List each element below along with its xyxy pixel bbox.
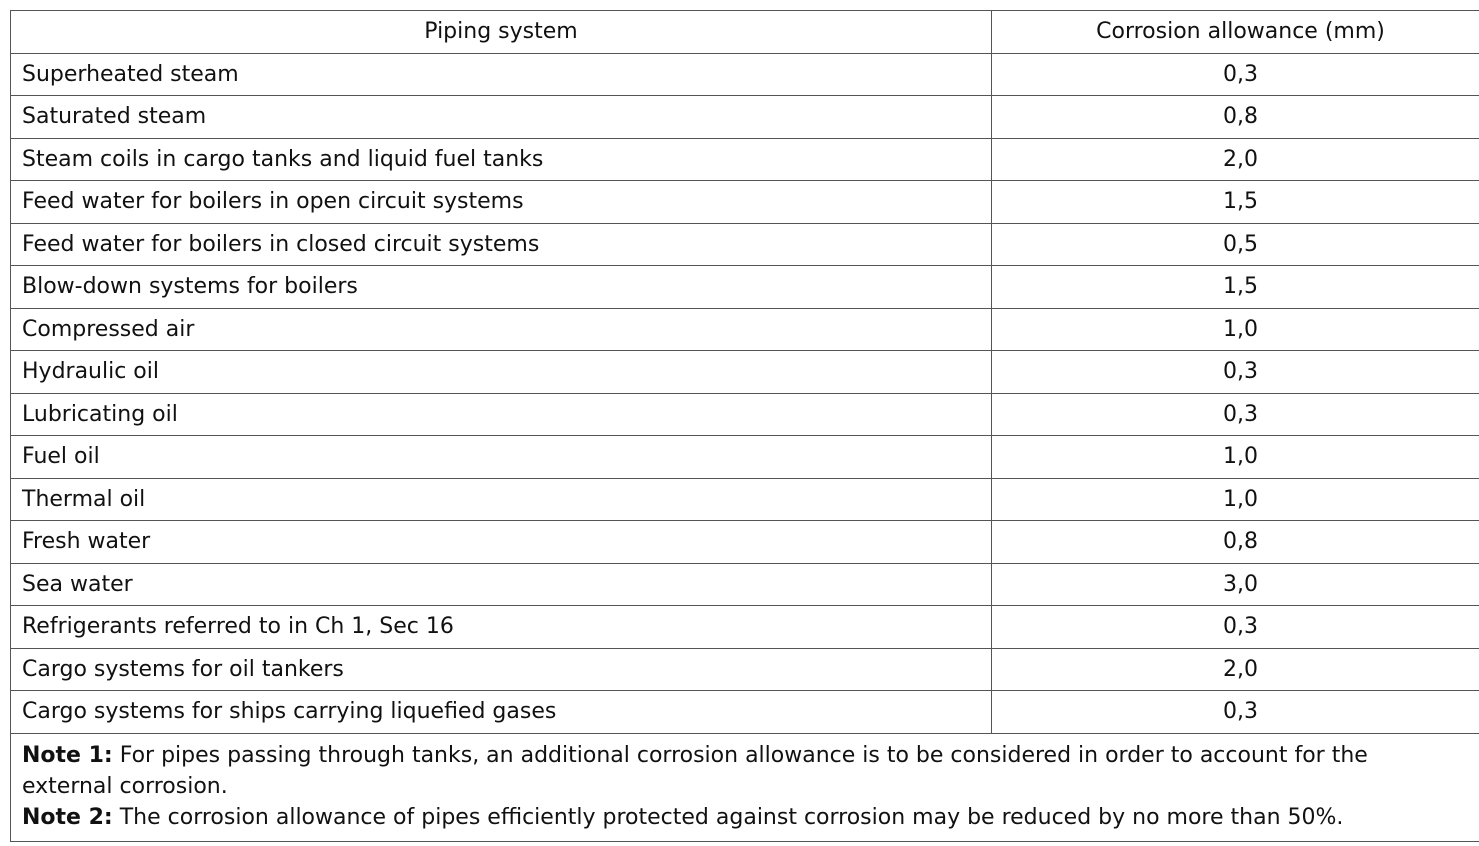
piping-system-cell: Cargo systems for ships carrying liquefied gases <box>11 691 992 734</box>
piping-system-cell: Blow-down systems for boilers <box>11 266 992 309</box>
table-row <box>11 563 1479 606</box>
allowance-cell: 0,3 <box>992 393 1479 436</box>
piping-system-cell: Fuel oil <box>11 436 992 479</box>
allowance-cell: 3,0 <box>992 563 1479 606</box>
table-header-row <box>11 11 1479 54</box>
allowance-cell: 2,0 <box>992 648 1479 691</box>
header-piping-system: Piping system <box>11 11 992 54</box>
piping-system-cell: Feed water for boilers in closed circuit systems <box>11 223 992 266</box>
table-row <box>11 691 1479 734</box>
allowance-cell: 0,5 <box>992 223 1479 266</box>
note-1 <box>22 740 1459 802</box>
table-row <box>11 648 1479 691</box>
piping-system-cell: Steam coils in cargo tanks and liquid fuel tanks <box>11 138 992 181</box>
table-row <box>11 138 1479 181</box>
header-corrosion-allowance: Corrosion allowance (mm) <box>992 11 1479 54</box>
allowance-cell: 0,3 <box>992 606 1479 649</box>
allowance-cell: 0,8 <box>992 96 1479 139</box>
table-row <box>11 96 1479 139</box>
table-row <box>11 181 1479 224</box>
allowance-cell: 0,3 <box>992 691 1479 734</box>
allowance-cell: 1,0 <box>992 308 1479 351</box>
note-2-text: The corrosion allowance of pipes efficiently protected against corrosion may be reduced by no more than 50%. <box>112 804 1344 830</box>
table-row <box>11 478 1479 521</box>
allowance-cell: 1,5 <box>992 266 1479 309</box>
allowance-cell: 1,0 <box>992 436 1479 479</box>
piping-system-cell: Superheated steam <box>11 53 992 96</box>
allowance-cell: 0,3 <box>992 351 1479 394</box>
allowance-cell: 2,0 <box>992 138 1479 181</box>
notes-cell <box>11 733 1479 841</box>
table-row <box>11 223 1479 266</box>
table-row <box>11 606 1479 649</box>
piping-system-cell: Sea water <box>11 563 992 606</box>
note-2-label: Note 2: <box>22 804 113 830</box>
piping-system-cell: Hydraulic oil <box>11 351 992 394</box>
allowance-cell: 1,5 <box>992 181 1479 224</box>
piping-system-cell: Compressed air <box>11 308 992 351</box>
note-1-label: Note 1: <box>22 742 113 768</box>
allowance-cell: 0,3 <box>992 53 1479 96</box>
piping-system-cell: Thermal oil <box>11 478 992 521</box>
piping-system-cell: Lubricating oil <box>11 393 992 436</box>
allowance-cell: 1,0 <box>992 478 1479 521</box>
piping-system-cell: Feed water for boilers in open circuit systems <box>11 181 992 224</box>
table-row <box>11 266 1479 309</box>
piping-system-cell: Fresh water <box>11 521 992 564</box>
table-row <box>11 436 1479 479</box>
allowance-cell: 0,8 <box>992 521 1479 564</box>
note-2 <box>22 802 1459 833</box>
table-row <box>11 351 1479 394</box>
note-1-text: For pipes passing through tanks, an additional corrosion allowance is to be considered in order to account for the external corrosion. <box>22 742 1368 799</box>
piping-system-cell: Cargo systems for oil tankers <box>11 648 992 691</box>
notes-row <box>11 733 1479 841</box>
table-body <box>11 53 1479 733</box>
corrosion-allowance-table <box>10 10 1479 842</box>
piping-system-cell: Refrigerants referred to in Ch 1, Sec 16 <box>11 606 992 649</box>
piping-system-cell: Saturated steam <box>11 96 992 139</box>
table-row <box>11 521 1479 564</box>
table-row <box>11 393 1479 436</box>
table-row <box>11 53 1479 96</box>
table-row <box>11 308 1479 351</box>
